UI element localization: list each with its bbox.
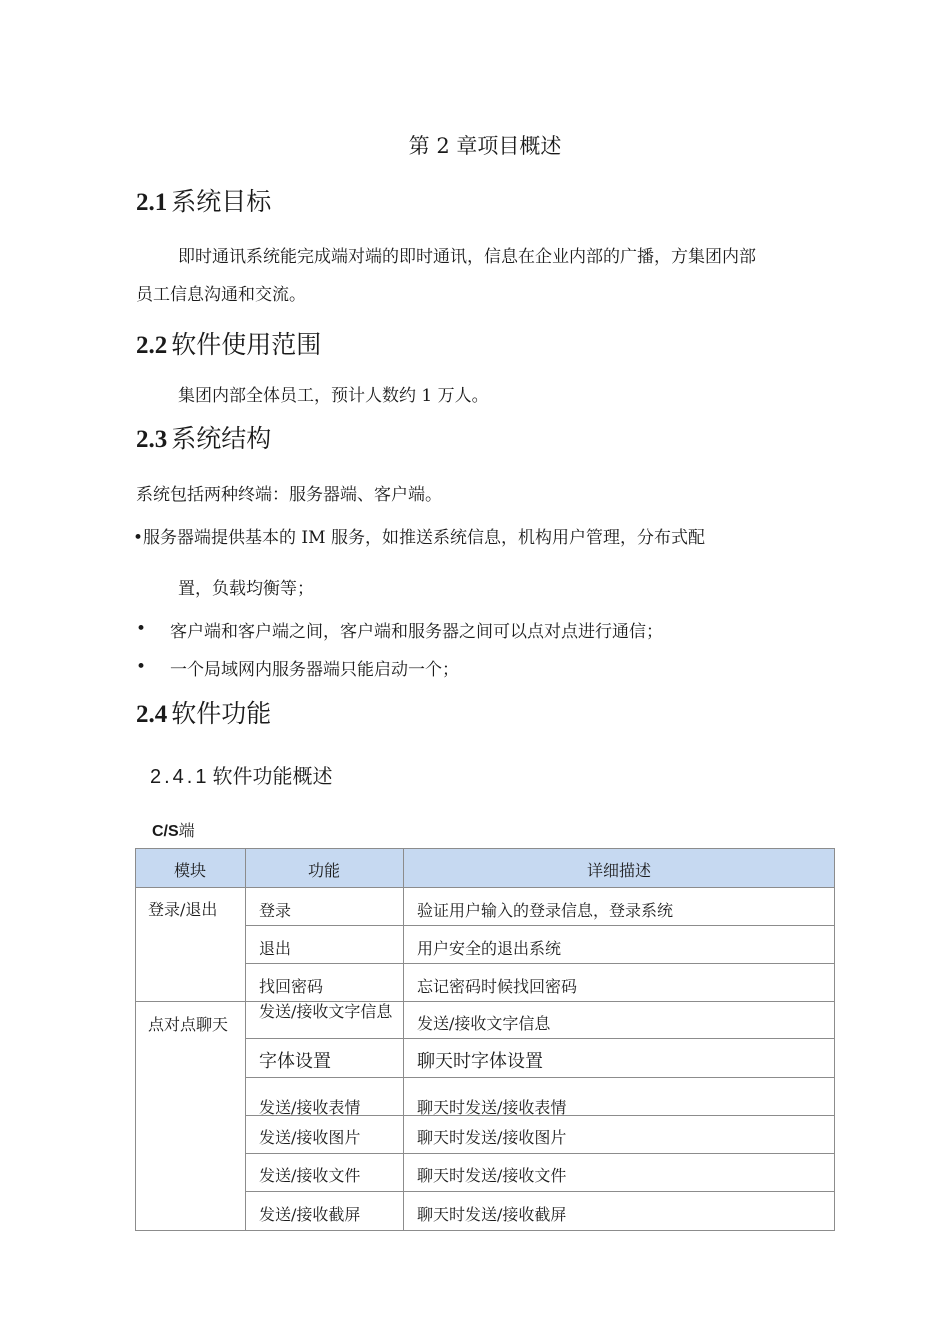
function-cell: 退出 bbox=[259, 939, 292, 958]
function-cell: 字体设置 bbox=[259, 1051, 331, 1072]
module-cell-login: 登录/退出 bbox=[148, 900, 218, 919]
section-number: 2.4 bbox=[136, 701, 168, 728]
function-cell: 发送/接收图片 bbox=[259, 1128, 361, 1147]
section-2-3-heading bbox=[136, 419, 271, 455]
paragraph-line: 员工信息沟通和交流。 bbox=[136, 285, 306, 305]
section-number: 2.3 bbox=[136, 426, 168, 453]
section-2-4-1-heading bbox=[150, 760, 332, 789]
section-number: 2.2 bbox=[136, 332, 168, 359]
bullet: • bbox=[136, 657, 147, 677]
header-cell-function: 功能 bbox=[307, 861, 340, 880]
caption-suffix: 端 bbox=[178, 821, 195, 840]
section-title: 软件功能概述 bbox=[212, 764, 333, 788]
paragraph: 集团内部全体员工，预计人数约 1 万人。 bbox=[178, 386, 489, 406]
description-cell: 验证用户输入的登录信息，登录系统 bbox=[417, 901, 674, 920]
section-2-2-heading bbox=[136, 325, 321, 361]
description-cell: 聊天时发送/接收图片 bbox=[417, 1128, 567, 1147]
chapter-title: 第 2 章项目概述 bbox=[408, 134, 562, 158]
paragraph: 系统包括两种终端：服务器端、客户端。 bbox=[136, 485, 442, 505]
section-number: 2.4.1 bbox=[150, 766, 210, 788]
section-title: 软件使用范围 bbox=[171, 330, 322, 359]
description-cell: 用户安全的退出系统 bbox=[417, 939, 562, 958]
function-cell: 发送/接收文字信息 bbox=[259, 1002, 393, 1021]
list-item: •服务器端提供基本的 IM 服务，如推送系统信息，机构用户管理，分布式配 bbox=[133, 528, 705, 548]
caption-cs: C/S bbox=[152, 823, 179, 840]
description-cell: 发送/接收文字信息 bbox=[417, 1014, 551, 1033]
description-cell: 聊天时发送/接收截屏 bbox=[417, 1205, 567, 1224]
paragraph-line: 即时通讯系统能完成端对端的即时通讯，信息在企业内部的广播，方集团内部 bbox=[178, 247, 756, 267]
section-title: 系统目标 bbox=[171, 187, 272, 216]
bullet: • bbox=[136, 619, 147, 639]
section-2-1-heading bbox=[136, 182, 271, 218]
section-title: 软件功能 bbox=[171, 699, 272, 728]
section-2-4-heading bbox=[136, 694, 271, 730]
function-table bbox=[135, 848, 835, 1231]
module-cell-p2p-chat: 点对点聊天 bbox=[148, 1015, 229, 1034]
function-cell: 发送/接收截屏 bbox=[259, 1205, 361, 1224]
function-cell: 发送/接收表情 bbox=[259, 1098, 361, 1117]
description-cell: 聊天时发送/接收表情 bbox=[417, 1098, 567, 1117]
list-item: 客户端和客户端之间，客户端和服务器之间可以点对点进行通信； bbox=[170, 622, 663, 642]
header-cell-module: 模块 bbox=[173, 861, 206, 880]
description-cell: 忘记密码时候找回密码 bbox=[417, 977, 578, 996]
description-cell: 聊天时发送/接收文件 bbox=[417, 1166, 567, 1185]
section-title: 系统结构 bbox=[171, 424, 272, 453]
section-number: 2.1 bbox=[136, 189, 168, 216]
list-item: 一个局域网内服务器端只能启动一个； bbox=[170, 660, 459, 680]
header-cell-description: 详细描述 bbox=[586, 861, 651, 880]
function-cell: 登录 bbox=[259, 901, 292, 920]
function-cell: 找回密码 bbox=[259, 977, 324, 996]
description-cell: 聊天时字体设置 bbox=[417, 1051, 543, 1072]
list-item-continued: 置，负载均衡等； bbox=[178, 579, 314, 599]
function-cell: 发送/接收文件 bbox=[259, 1166, 361, 1185]
table-caption bbox=[152, 818, 195, 841]
